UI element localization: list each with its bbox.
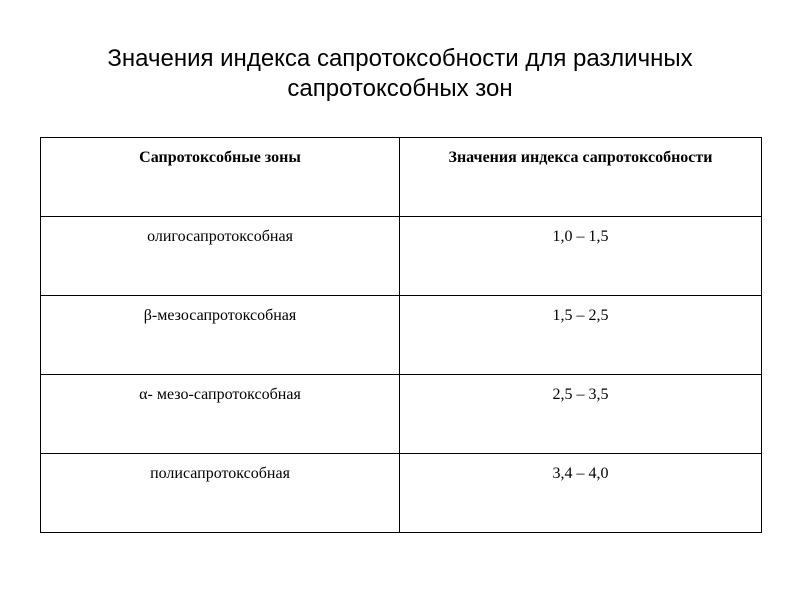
page-title	[0, 44, 800, 104]
value-cell: 1,0 – 1,5	[400, 217, 762, 296]
title-line-2: сапротоксобных зон	[287, 75, 513, 102]
zone-cell: олигосапротоксобная	[41, 217, 400, 296]
zone-cell: α- мезо-сапротоксобная	[41, 375, 400, 454]
table-row	[41, 296, 762, 375]
table-row	[41, 375, 762, 454]
value-cell: 1,5 – 2,5	[400, 296, 762, 375]
header-zone: Сапротоксобные зоны	[41, 138, 400, 217]
table-row	[41, 454, 762, 533]
value-cell: 2,5 – 3,5	[400, 375, 762, 454]
title-line-1: Значения индекса сапротоксобности для различных	[107, 45, 693, 72]
value-cell: 3,4 – 4,0	[400, 454, 762, 533]
header-index-value: Значения индекса сапротоксобности	[400, 138, 762, 217]
table-row	[41, 217, 762, 296]
zone-cell: β-мезосапротоксобная	[41, 296, 400, 375]
zone-cell: полисапротоксобная	[41, 454, 400, 533]
zones-table	[40, 137, 762, 533]
table-header-row	[41, 138, 762, 217]
